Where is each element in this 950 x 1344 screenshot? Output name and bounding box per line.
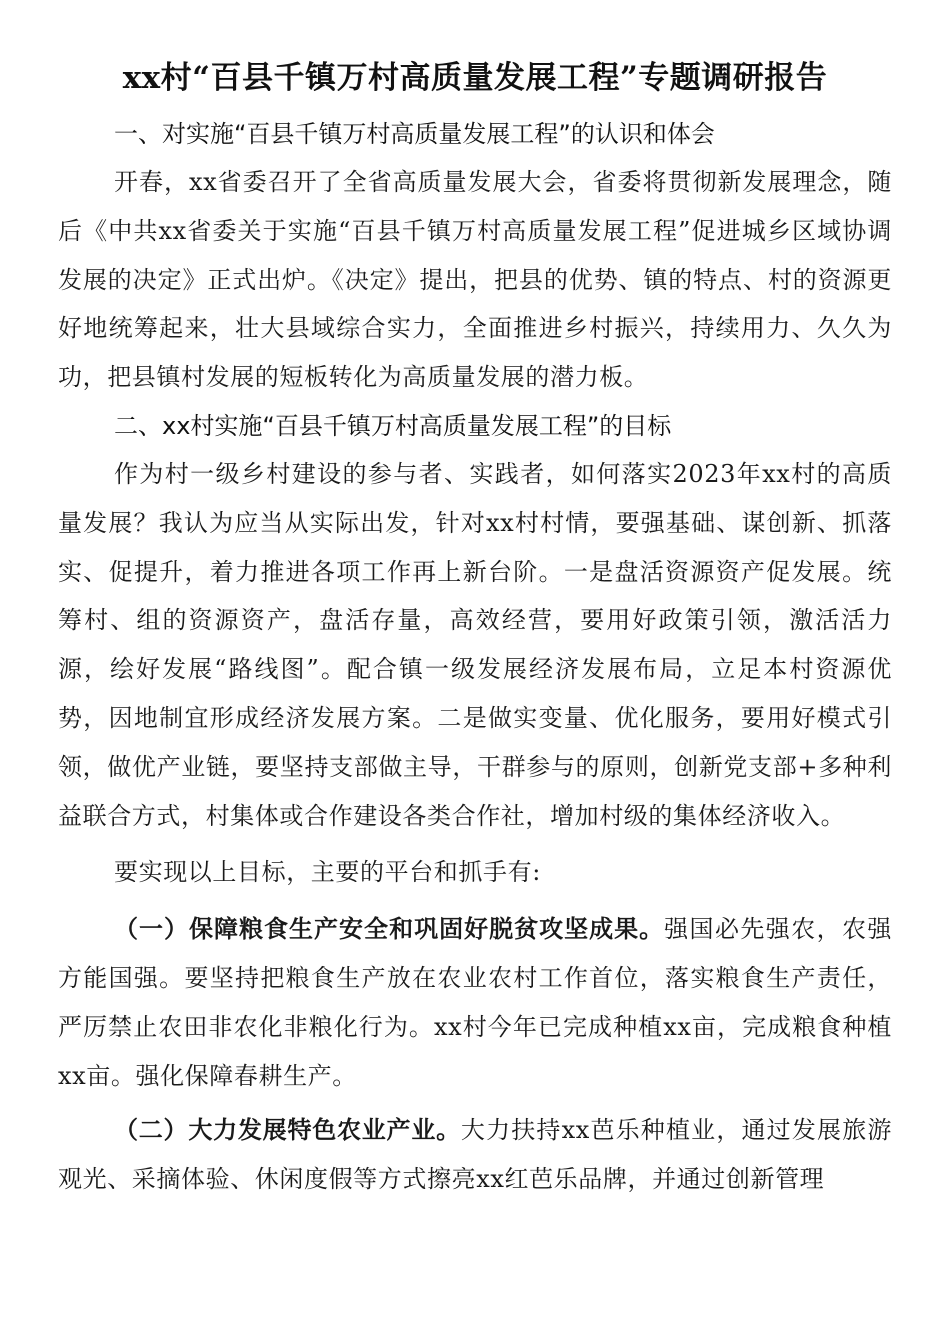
platforms-intro: 要实现以上目标，主要的平台和抓手有: [114, 858, 541, 887]
item-2-lead: （二）大力发展特色农业产业。 [114, 1116, 461, 1145]
section-1-paragraph: 开春，xx省委召开了全省高质量发展大会，省委将贯彻新发展理念，随后《中共xx省委关于实施“百县千镇万村高质量发展工程”促进城乡区域协调发展的决定》正式出炉。《决定》提出，把县的优势、镇的特点、村的资源更好地统筹起来，壮大县域综合实力，全面推进乡村振兴，持续用力、久久为功，把县镇村发展的短板转化为高质量发展的潜力板。 [58, 168, 892, 392]
section-2-paragraph: 作为村一级乡村建设的参与者、实践者，如何落实2023年xx村的高质量发展？我认为应当从实际出发，针对xx村村情，要强基础、谋创新、抓落实、促提升，着力推进各项工作再上新台阶。一是盘活资源资产促发展。统筹村、组的资源资产，盘活存量，高效经营，要用好政策引领，激活活力源，绘好发展“路线图”。配合镇一级发展经济发展布局，立足本村资源优势，因地制宜形成经济发展方案。二是做实变量、优化服务，要用好模式引领，做优产业链，要坚持支部做主导，干群参与的原则，创新党支部+多种利益联合方式，村集体或合作建设各类合作社，增加村级的集体经济收入。 [58, 459, 892, 830]
item-1-paragraph [58, 905, 892, 1100]
item-1-lead: （一）保障粮食生产安全和巩固好脱贫攻坚成果。 [114, 915, 665, 944]
document-title: xx村“百县千镇万村高质量发展工程”专题调研报告 [122, 60, 828, 96]
item-1-text: 强国必先强农，农强方能国强。要坚持把粮食生产放在农业农村工作首位，落实粮食生产责任，严厉禁止农田非农化非粮化行为。xx村今年已完成种植xx亩，完成粮食种植xx亩。强化保障春耕生产。 [58, 915, 892, 1090]
section-1-heading: 一、对实施“百县千镇万村高质量发展工程”的认识和体会 [114, 120, 715, 148]
item-2-paragraph [58, 1106, 892, 1204]
section-2-heading: 二、xx村实施“百县千镇万村高质量发展工程”的目标 [114, 411, 672, 440]
item-2-text: 大力扶持xx芭乐种植业，通过发展旅游观光、采摘体验、休闲度假等方式擦亮xx红芭乐品牌，并通过创新管理 [58, 1116, 892, 1194]
